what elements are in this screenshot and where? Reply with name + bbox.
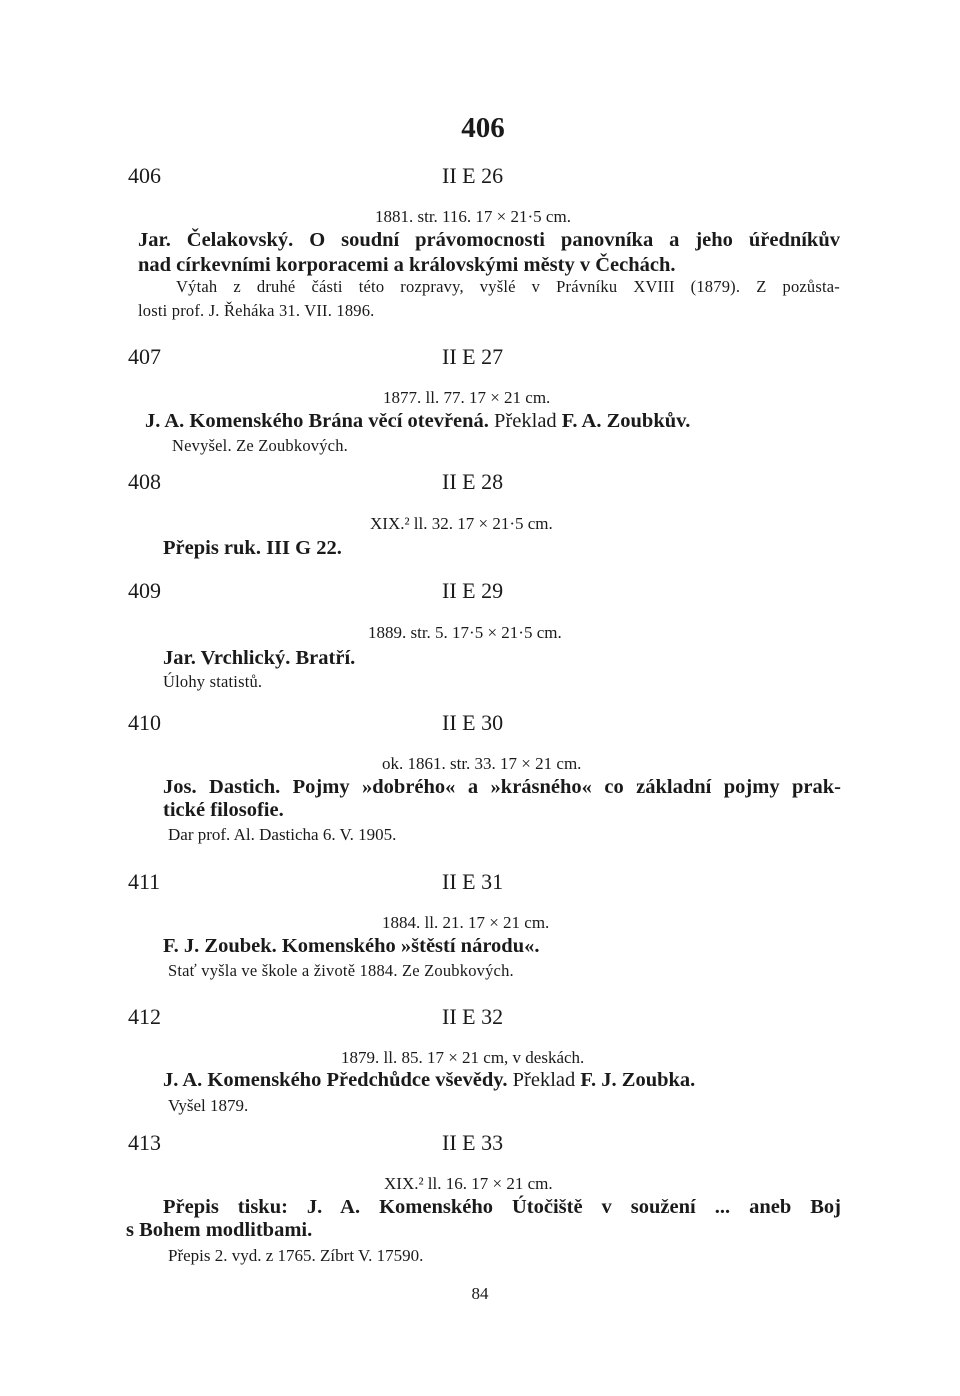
entry-meta: 1889. str. 5. 17·5 × 21·5 cm. [368,623,562,642]
entry-number: 411 [128,869,161,894]
entry-meta: 1881. str. 116. 17 × 21·5 cm. [375,207,571,226]
entry-number: 406 [128,163,161,188]
entry-title-line: Jar. Vrchlický. Bratří. [163,647,356,669]
entry-meta: XIX.² ll. 32. 17 × 21·5 cm. [370,514,553,533]
entry-title-plain: Překlad [507,1069,581,1091]
entry-meta: 1884. ll. 21. 17 × 21 cm. [382,913,550,932]
entry-title-line: Jos. Dastich. Pojmy »dobrého« a »krásného« co základní pojmy prak- [163,776,841,798]
entry-note-line: Přepis 2. vyd. z 1765. Zíbrt V. 17590. [168,1246,424,1265]
entry-number: 412 [128,1004,161,1029]
entry-number: 408 [128,469,161,494]
entry-title-bold: F. J. Zoubka. [580,1069,696,1091]
entry-title-line: nad církevními korporacemi a královskými městy v Čechách. [138,254,676,276]
entry-number: 413 [128,1130,161,1155]
entry-meta: 1877. ll. 77. 17 × 21 cm. [383,388,551,407]
entry-number: 407 [128,344,161,369]
entry-number: 410 [128,710,161,735]
entry-signature: II E 29 [442,578,504,603]
entry-title-line: Jar. Čelakovský. O soudní právomocnosti panovníka a jeho úředníkův [138,229,840,251]
entry-title-bold: J. A. Komenského Předchůdce vševědy. [163,1069,508,1091]
page-footer: 84 [471,1284,489,1303]
entry-signature: II E 31 [442,869,504,894]
entry-title-line: Přepis tisku: J. A. Komenského Útočiště v soužení ... aneb Boj [163,1196,841,1218]
page-header: 406 [461,112,505,144]
entry-note-line: Stať vyšla ve škole a životě 1884. Ze Zoubkových. [168,961,514,980]
entry-note-line: Dar prof. Al. Dasticha 6. V. 1905. [168,825,397,844]
entry-meta: XIX.² ll. 16. 17 × 21 cm. [384,1174,553,1193]
entry-title-plain: Překlad [488,410,562,432]
entry-signature: II E 30 [442,710,504,735]
entry-title-line: Přepis ruk. III G 22. [163,537,342,559]
entry-number: 409 [128,578,161,603]
entry-title-line: F. J. Zoubek. Komenského »štěstí národu«. [163,935,540,957]
entry-note-line: Výtah z druhé části této rozpravy, vyšlé v Právníku XVIII (1879). Z pozůsta- [176,277,840,296]
entry-signature: II E 27 [442,344,504,369]
entry-title-line: s Bohem modlitbami. [126,1219,313,1241]
entry-signature: II E 26 [442,163,504,188]
entry-note-line: losti prof. J. Řeháka 31. VII. 1896. [138,301,375,320]
entry-title-bold: F. A. Zoubkův. [561,410,691,432]
entry-meta: 1879. ll. 85. 17 × 21 cm, v deskách. [341,1048,585,1067]
entry-title-line [145,410,690,433]
entry-signature: II E 28 [442,469,504,494]
entry-signature: II E 32 [442,1004,504,1029]
entry-signature: II E 33 [442,1130,504,1155]
entry-note-line: Úlohy statistů. [163,672,263,691]
entry-meta: ok. 1861. str. 33. 17 × 21 cm. [382,754,582,773]
entry-title-line [163,1069,695,1092]
entry-note-line: Nevyšel. Ze Zoubkových. [172,436,348,455]
entry-note-line: Vyšel 1879. [168,1096,249,1115]
entry-title-line: tické filosofie. [163,799,284,821]
entry-title-bold: J. A. Komenského Brána věcí otevřená. [145,410,489,432]
